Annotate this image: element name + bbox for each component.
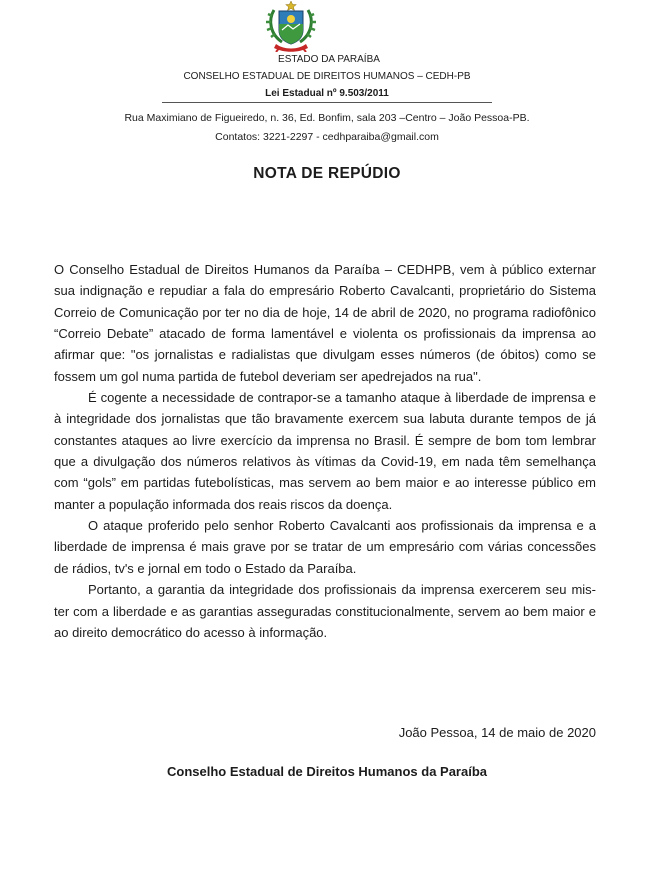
body-paragraph: É cogente a necessidade de contrapor-se a tamanho ataque à liberdade de imprensa e à integridade dos jornalistas que tão bravamente exercem sua labuta durante tempos de já constantes ataques ao livre exercício da imprensa no Brasil. É sempre de bom tom lembrar que a divulgação dos números relativos às vítimas da Covid-19, em nada têm semelhança com “gols” em partidas futebolísticas, mas servem ao bem maior e ao interesse público em manter a população informada dos reais riscos da doença. [54,390,596,512]
header-divider [162,102,492,103]
header-council: CONSELHO ESTADUAL DE DIREITOS HUMANOS – CEDH-PB [183,71,471,82]
header-law: Lei Estadual nº 9.503/2011 [265,88,389,99]
header-address: Rua Maximiano de Figueiredo, n. 36, Ed. Bonfim, sala 203 –Centro – João Pessoa-PB. [124,112,530,124]
document-signature: Conselho Estadual de Direitos Humanos da Paraíba [166,764,488,779]
document-date: João Pessoa, 14 de maio de 2020 [398,725,596,740]
body-paragraph: O Conselho Estadual de Direitos Humanos da Paraíba – CEDHPB, vem à público externar sua indignação e repudiar a fala do empresário Roberto Cavalcanti, proprietário do Sistema Correio de Comunicação por ter no dia de hoje, 14 de abril de 2020, no programa radiofônico “Correio Debate” atacado de forma lamentável e violenta os profissionais da imprensa ao afirmar que: "os jornalistas e radialistas que divulgam esses números (de óbitos) como se fossem um gol numa partida de futebol deveriam ser apedrejados na rua". [54,262,596,384]
header-contacts: Contatos: 3221-2297 - cedhparaiba@gmail.com [215,131,439,143]
document-title: NOTA DE REPÚDIO [253,165,401,182]
document-body [54,259,596,643]
body-paragraph: O ataque proferido pelo senhor Roberto Cavalcanti aos profissionais da imprensa e a liberdade de imprensa é mais grave por se tratar de um empresário com várias concessões de rádios, tv's e jornal em todo o Estado da Paraíba. [54,518,596,576]
paraiba-coat-of-arms-icon [258,0,324,52]
header-state: ESTADO DA PARAÍBA [278,54,380,65]
body-paragraph: Portanto, a garantia da integridade dos profissionais da imprensa exercerem seu mis-ter com a liberdade e as garantias asseguradas constitucionalmente, servem ao bem maior e ao direito democrático do acesso à informação. [54,582,596,640]
